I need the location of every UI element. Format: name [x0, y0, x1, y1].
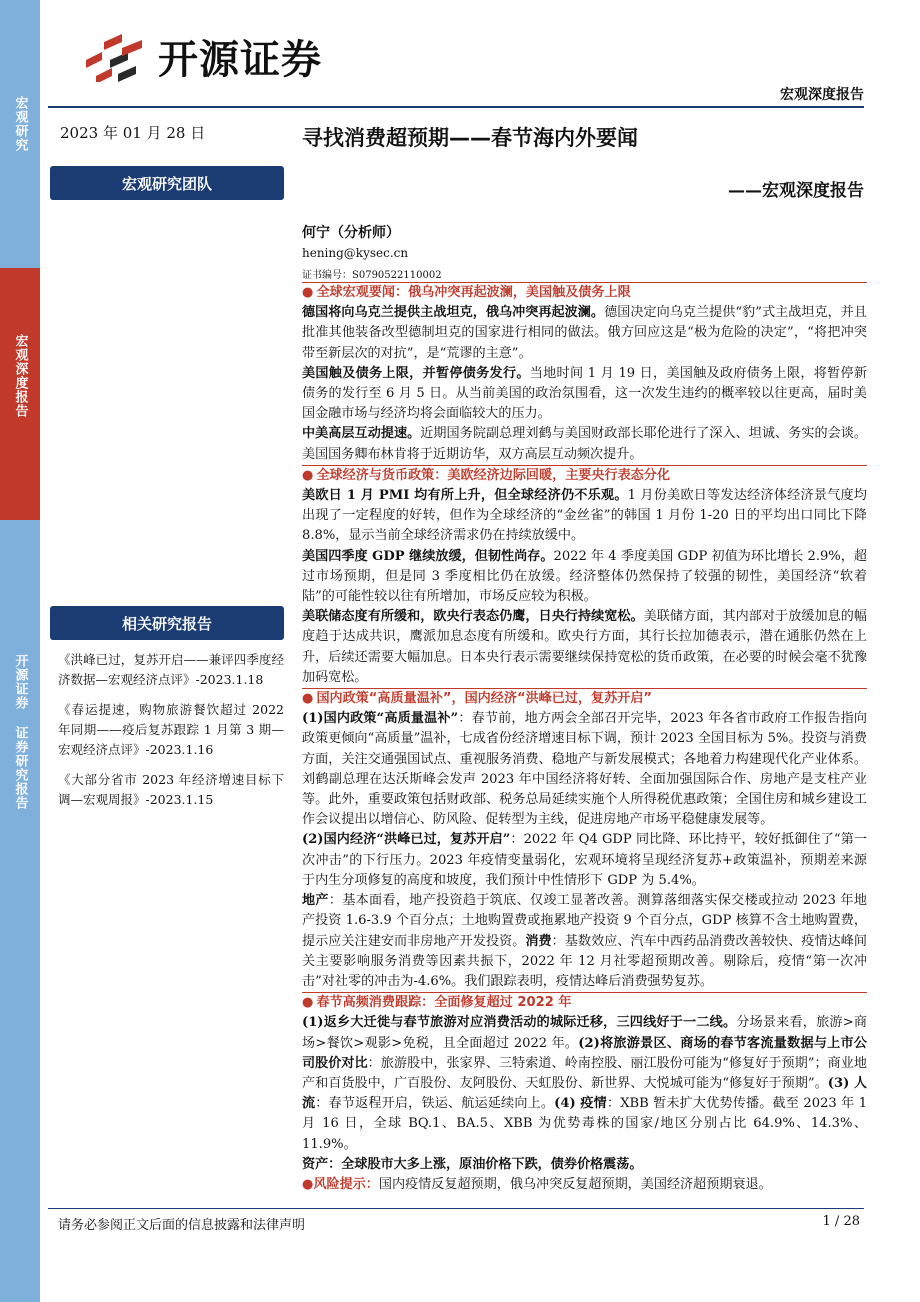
page-number: 1 / 28: [822, 1214, 860, 1229]
brand-logo-icon: [82, 30, 148, 82]
related-report-link[interactable]: 《洪峰已过，复苏开启——兼评四季度经济数据—宏观经济点评》-2023.1.18: [58, 652, 284, 687]
bullet-icon: ●: [302, 1176, 314, 1192]
section-heading: ● 全球宏观要闻：俄乌冲突再起波澜，美国触及债务上限: [302, 282, 867, 303]
analyst-cert: 证书编号：S0790522110002: [302, 270, 442, 281]
sidebar-label-top: 宏观研究: [12, 96, 28, 152]
section-heading: ● 国内政策“高质量温补”，国内经济“洪峰已过，复苏开启”: [302, 688, 867, 709]
bullet-icon: ●: [302, 467, 314, 483]
report-subtitle: ——宏观深度报告: [728, 181, 864, 201]
related-reports-list: [58, 650, 284, 820]
brand-name: 开源证券: [158, 36, 322, 83]
paragraph: 美欧日 1 月 PMI 均有所上升，但全球经济仍不乐观。1 月份美欧日等发达经济体经济景气度均出现了一定程度的好转，但作为全球经济的“金丝雀”的韩国 1 月份 1-20 日的平均出口同比下降 8.8%，显示当前全球经济需求仍在持续放缓中。: [302, 488, 867, 544]
brand-logo: [82, 28, 322, 84]
report-summary: [302, 282, 867, 1195]
related-report-link[interactable]: 《春运提速，购物旅游餐饮超过 2022 年同期——疫后复苏跟踪 1 月第 3 期—宏观经济点评》-2023.1.16: [58, 702, 284, 757]
paragraph: 资产：全球股市大多上涨，原油价格下跌，债券价格震荡。: [302, 1156, 643, 1172]
team-label: 宏观研究团队: [50, 166, 284, 200]
analyst-email[interactable]: hening@kysec.cn: [302, 246, 409, 260]
risk-warning: ●风险提示：国内疫情反复超预期，俄乌冲突反复超预期，美国经济超预期衰退。: [302, 1176, 772, 1192]
footer-disclaimer: 请务必参阅正文后面的信息披露和法律声明: [58, 1218, 306, 1233]
report-title: 寻找消费超预期——春节海内外要闻: [302, 126, 638, 150]
sidebar-strip-bottom: [0, 520, 40, 1302]
paragraph: 德国将向乌克兰提供主战坦克，俄乌冲突再起波澜。德国决定向乌克兰提供“豹”式主战坦克，并且批准其他装备改型德制坦克的国家进行相同的做法。俄方回应这是“极为危险的决定”，“将把冲突带至新层次的对抗”，是“荒谬的主意”。: [302, 305, 868, 361]
header-report-type: 宏观深度报告: [780, 87, 864, 103]
sidebar-label-bottom: 开源证券 证券研究报告: [12, 654, 28, 810]
bullet-icon: ●: [302, 995, 314, 1011]
sidebar-label-middle: 宏观深度报告: [12, 334, 28, 418]
paragraph: (1)返乡大迁徙与春节旅游对应消费活动的城际迁移，三四线好于一二线。分场景来看，旅游>商场>餐饮>观影>免税，且全面超过 2022 年。(2)将旅游景区、商场的春节客流量数据与上市公司股价对比：旅游股中，张家界、三特索道、岭南控股、丽江股份可能为“修复好于预期”；商业地产和百货股中，广百股份、友阿股份、天虹股份、新世界、大悦城可能为“修复好于预期”。(3) 人流：春节返程开启，铁运、航运延续向上。(4) 疫情：XBB 暂未扩大优势传播。截至 2023 年 1 月 16 日，全球 BQ.1、BA.5、XBB 为优势毒株的国家/地区分别占比 64.9%、14.3%、11.9%。: [302, 1015, 868, 1152]
header-divider: [48, 106, 864, 108]
section-heading: ● 全球经济与货币政策：美欧经济边际回暖，主要央行表态分化: [302, 465, 867, 486]
paragraph: 美联储态度有所缓和，欧央行表态仍鹰，日央行持续宽松。美联储方面，其内部对于放缓加息的幅度趋于达成共识，鹰派加息态度有所缓和。欧央行方面，其行长拉加德表示，潜在通胀仍然在上升，后续还需要大幅加息。日本央行表示需要继续保持宽松的货币政策，在必要的时候会毫不犹豫加码宽松。: [302, 609, 867, 685]
footer-divider: [48, 1208, 864, 1209]
analyst-name: 何宁（分析师）: [302, 225, 400, 241]
section-heading: ● 春节高频消费跟踪：全面修复超过 2022 年: [302, 992, 867, 1013]
paragraph: (2)国内经济“洪峰已过，复苏开启”：2022 年 Q4 GDP 同比降、环比持平，较好抵御住了“第一次冲击”的下行压力。2023 年疫情变量弱化，宏观环境将呈现经济复苏+政策温补，预期差来源于内生分项修复的高度和坡度，我们预计中性情形下 GDP 为 5.4%。: [302, 832, 867, 888]
bullet-icon: ●: [302, 285, 314, 300]
paragraph: 美国四季度 GDP 继续放缓，但韧性尚存。2022 年 4 季度美国 GDP 初值为环比增长 2.9%，超过市场预期，但是同 3 季度相比仍在放缓。经济整体仍然保持了较强的韧性，美国经济“软着陆”的可能性较以往有所增加，市场反应较为积极。: [302, 548, 867, 605]
related-report-link[interactable]: 《大部分省市 2023 年经济增速目标下调—宏观周报》-2023.1.15: [58, 772, 284, 807]
paragraph: 美国触及债务上限，并暂停债务发行。当地时间 1 月 19 日，美国触及政府债务上限，将暂停新债务的发行至 6 月 5 日。从当前美国的政治氛围看，这一次发生违约的概率较以往更高，届时美国金融市场与经济均将会面临较大的压力。: [302, 365, 868, 422]
bullet-icon: ●: [302, 691, 314, 707]
paragraph: (1)国内政策“高质量温补”：春节前，地方两会全部召开完毕，2023 年各省市政府工作报告指向政策更倾向“高质量”温补，七成省份经济增速目标下调，预计 2023 全国目标为 5%。投资与消费方面，关注交通强国试点、重视服务消费、稳地产与新发展模式；各地着力构建现代化产业体系。刘鹤副总理在达沃斯峰会发声 2023 年中国经济将好转、全面加强国际合作、房地产是支柱产业等。此外，重要政策包括财政部、税务总局延续实施个人所得税优惠政策；全国住房和城乡建设工作会议提出以增信心、防风险、促转型为主线，促进房地产市场平稳健康发展等。: [302, 711, 867, 828]
paragraph: 中美高层互动提速。近期国务院副总理刘鹤与美国财政部长耶伦进行了深入、坦诚、务实的会谈。美国国务卿布林肯将于近期访华，双方高层互动频次提升。: [302, 426, 867, 462]
paragraph: 地产：基本面看，地产投资趋于筑底、仅竣工显著改善。测算落细落实保交楼或拉动 2023 年地产投资 1.6-3.9 个百分点；土地购置费或拖累地产投资 9 个百分点，GDP 核算不含土地购置费，提示应关注建安而非房地产开发投资。消费：基数效应、汽车中西药品消费改善较快、疫情达峰间关主要影响服务消费等因素共振下，2022 年 12 月社零超预期改善。剔除后，疫情“第一次冲击”对社零的冲击为-4.6%。我们跟踪表明，疫情达峰后消费强势复苏。: [302, 893, 867, 989]
report-date: 2023 年 01 月 28 日: [60, 124, 206, 142]
related-reports-title: 相关研究报告: [50, 606, 284, 640]
